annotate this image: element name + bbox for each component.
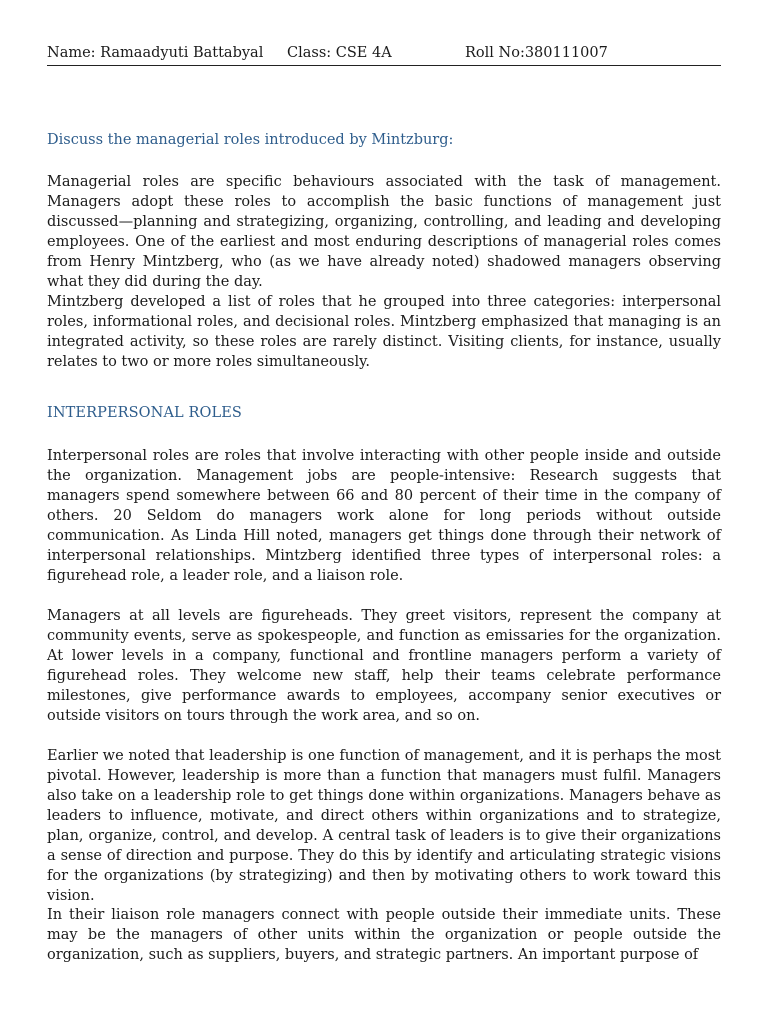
roll-number: Roll No:380111007 xyxy=(465,45,608,61)
document-header xyxy=(47,43,721,66)
student-class: Class: CSE 4A xyxy=(287,45,392,61)
question-heading: Discuss the managerial roles introduced by Mintzburg: xyxy=(47,132,454,148)
paragraph-figurehead: Managers at all levels are figureheads. They greet visitors, represent the company at community events, serve as spokespeople, and function as emissaries for the organization. At lower levels in a company, functional and frontline managers perform a variety of figurehead roles. They welcome new staff, help their teams celebrate performance milestones, give performance awards to employees, accompany senior executives or outside visitors on tours through the work area, and so on. xyxy=(47,608,721,724)
student-name: Name: Ramaadyuti Battabyal xyxy=(47,45,264,61)
section-heading: INTERPERSONAL ROLES xyxy=(47,405,242,421)
paragraph-leader: Earlier we noted that leadership is one function of management, and it is perhaps the most pivotal. However, leadership is more than a function that managers must fulfil. Managers also take on a leadership role to get things done within organizations. Managers behave as leaders to influence, motivate, and direct others within organizations and to strategize, plan, organize, control, and develop. A central task of leaders is to give their organizations a sense of direction and purpose. They do this by identify and articulating strategic visions for the organizations (by strategizing) and then by motivating others to work toward this vision. xyxy=(47,748,721,904)
paragraph-interpersonal: Interpersonal roles are roles that involve interacting with other people inside and outside the organization. Management jobs are people-intensive: Research suggests that managers spend somewhere between 66 and 80 percent of their time in the company of others. 20 Seldom do managers work alone for long periods without outside communication. As Linda Hill noted, managers get things done through their network of interpersonal relationships. Mintzberg identified three types of interpersonal roles: a figurehead role, a leader role, and a liaison role. xyxy=(47,448,721,584)
paragraph-categories: Mintzberg developed a list of roles that he grouped into three categories: interpersonal roles, informational roles, and decisional roles. Mintzberg emphasized that managing is an integrated activity, so these roles are rarely distinct. Visiting clients, for instance, usually relates to two or more roles simultaneously. xyxy=(47,294,721,370)
paragraph-liaison: In their liaison role managers connect with people outside their immediate units. These may be the managers of other units within the organization or people outside the organization, such as suppliers, buyers, and strategic partners. An important purpose of xyxy=(47,907,721,963)
paragraph-intro: Managerial roles are specific behaviours associated with the task of management. Managers adopt these roles to accomplish the basic functions of management just discussed—planning and strategizing, organizing, controlling, and leading and developing employees. One of the earliest and most enduring descriptions of managerial roles comes from Henry Mintzberg, who (as we have already noted) shadowed managers observing what they did during the day. xyxy=(47,174,721,290)
